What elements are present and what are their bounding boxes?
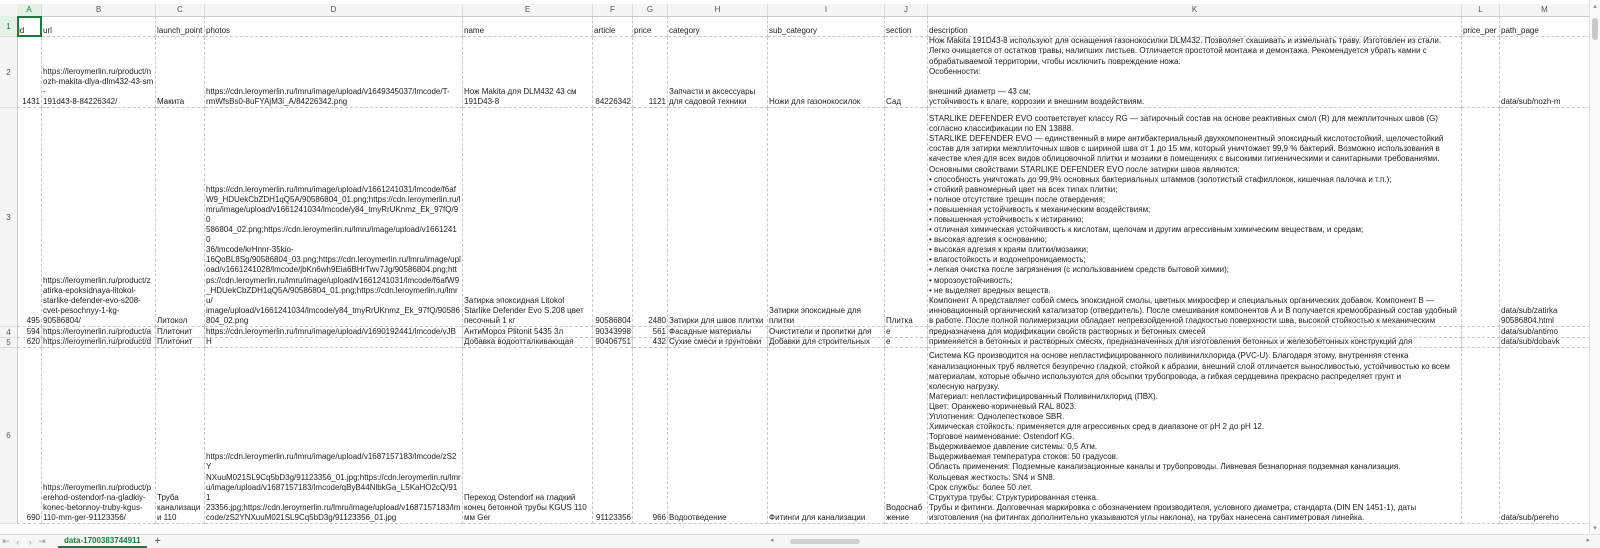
header-cell-e1[interactable]: name [463, 16, 593, 37]
cell-k3[interactable]: STARLIKE DEFENDER EVO соответствует классу RG — затирочный состав на основе реактивных смол (R) для межплиточных швов (G) согласно классификации по EN 13888. STARLIKE DEFENDER EVO — единственный в мире антибактериальный двухкомпонентный эпоксидный кислотостойкий, щелочестойкий состав для затирки межплиточных швов с шириной шва от 1 до 15 мм, который уничтожает 99,9 % бактерий. Возможно использования в качестве клея для всех видов облицовочной плитки и мозаики в помещениях с высокими гигиеническими и санитарными требованиями. Основными свойствами STARLIKE DEFENDER EVO после затирки швов являются: • способность уничтожать до 99,9% основных бактериальных штаммов (золотистый стафиллокок, кишечная палочка и т.п.); • стойкий равномерный цвет на всех типах плитки; • полное отсутствие трещин после отвердения; • повышенная устойчивость к механическим воздействиям; • повышенная устойчивость к истиранию; • отличная химическая устойчивость к кислотам, щелочам и другим агрессивным химическим веществам, и средам; • высокая адгезия к основанию; • высокая адгезия к краям плитки/мозаики; • влагостойкость и водонепроницаемость; • легкая очистка после загрязнения (с использованием средств бытовой химии); • морозоустойчивость; • не выделяет вредных веществ. Компонент А представляет собой смесь эпоксидной смолы, цветных микросфер и специальных органических добавок. Компонент В — инновационный органический катализатор (отвердитель). После смешивания компонентов А и В получается кремообразный состав удобный в работе. После полной полимеризации обладает непревзойденной гладкостью поверхности шва, высокой стойкостью к механическим [928, 108, 1462, 327]
cell-m6[interactable]: data/sub/pereho [1500, 348, 1590, 524]
cell-c3[interactable]: Литокол [156, 108, 205, 327]
cell-j4[interactable]: е [885, 327, 928, 338]
header-cell-b1[interactable]: url [42, 16, 156, 37]
horizontal-scroll-thumb[interactable] [790, 539, 860, 544]
cell-d5[interactable]: H [205, 338, 463, 348]
horizontal-scrollbar[interactable] [770, 538, 1590, 545]
scroll-left-icon[interactable]: ◂ [770, 537, 774, 544]
cell-a3[interactable]: 495 [17, 108, 42, 327]
row-header-5[interactable]: 5 [0, 338, 18, 348]
cell-a2[interactable]: 1431 [17, 37, 42, 108]
scroll-right-icon[interactable]: ▸ [1586, 537, 1590, 544]
header-cell-a1[interactable]: id [17, 16, 42, 37]
cell-b3[interactable]: https://leroymerlin.ru/product/z atirka-epoksidnaya-litokol- starlike-defender-evo-s208- cvet-pesochnyy-1-kg- 90586804/ [42, 108, 156, 327]
row-header-2[interactable]: 2 [0, 37, 18, 108]
header-cell-h1[interactable]: category [668, 16, 768, 37]
cell-g3[interactable]: 2480 [633, 108, 668, 327]
cell-d6[interactable]: https://cdn.leroymerlin.ru/lmru/image/upload/v1687157183/lmcode/zS2Y NXuuM021SL9Cq5bD3g/91123356_01.jpg;https://cdn.leroymerlin.ru/lmr u/image/upload/v1687157183/lmcode/qByB44NlbkGa_L5KaHO2cQ/911 23356.jpg;https://cdn.leroymerlin.ru/lmru/image/upload/v1687157183/lm code/zS2YNXuuM021SL9Cq5bD3g/91123356_01.jpg [205, 348, 463, 524]
cell-j5[interactable]: е [885, 338, 928, 348]
row-header-1[interactable]: 1 [0, 16, 18, 37]
cell-k6[interactable]: Система KG производится на основе непластифицированного поливинилхлорида (PVC-U). Благодаря этому, внутренняя стенка канализационных труб является безупречно гладкой, стойкой к абразии, внешний слой отличается выносливостью, устойчивостью ко всем материалам, которые обычно используются для обсыпки трубопровода, а гибкая сердцевина прекрасно распределяет грунт и колесную нагрузку. Материал: непластифицированный Поливинилхлорид (ПВХ). Цвет: Оранжево-коричневый RAL 8023. Уплотнения: Однолепестковое SBR. Химическая стойкость: применяется для агрессивных сред в диапазоне от pH 2 до pH 12. Торговое наименование: Ostendorf KG. Выдерживаемое давление системы: 0,5 Атм. Выдерживаемая температура стоков: 50 градусов. Область применения: Подземные канализационные каналы и трубопроводы. Ливневая безнапорная подземная канализация. Кольцевая жесткость: SN4 и SN8. Срок службы: более 50 лет. Структура трубы: Структурированная стенка. Трубы и фитинги. Долговечная маркировка с обозначением производителя, условного диаметра, стандарта (DIN EN 1451-1), даты изготовления (на фитингах дополнительно указываются углы наклона), на трубах нанесена сантиметровая линейка. [928, 348, 1462, 524]
header-cell-c1[interactable]: launch_point [156, 16, 205, 37]
cell-g2[interactable]: 1121 [633, 37, 668, 108]
header-cell-l1[interactable]: price_per [1462, 16, 1500, 37]
cell-m4[interactable]: data/sub/antimo [1500, 327, 1590, 338]
header-cell-i1[interactable]: sub_category [768, 16, 885, 37]
header-cell-g1[interactable]: price [633, 16, 668, 37]
cell-j2[interactable]: Сад [885, 37, 928, 108]
cell-c2[interactable]: Макита [156, 37, 205, 108]
scroll-up-icon[interactable]: ▴ [1593, 3, 1597, 10]
column-header-c[interactable]: C [156, 4, 205, 17]
add-sheet-icon[interactable]: + [154, 535, 161, 547]
prev-sheet-icon[interactable]: ‹ [16, 536, 20, 547]
column-header-a[interactable]: A [17, 4, 42, 18]
column-header-l[interactable]: L [1462, 4, 1500, 17]
cell-i4[interactable]: Очистители и пропитки для [768, 327, 885, 338]
row-header-6[interactable]: 6 [0, 348, 18, 524]
header-cell-f1[interactable]: article [593, 16, 633, 37]
cell-j6[interactable]: Водоснаб жение [885, 348, 928, 524]
cell-e2[interactable]: Нож Makita для DLM432 43 см 191D43-8 [463, 37, 593, 108]
row-header-3[interactable]: 3 [0, 108, 18, 327]
header-cell-d1[interactable]: photos [205, 16, 463, 37]
column-header-e[interactable]: E [463, 4, 593, 17]
column-header-b[interactable]: B [42, 4, 156, 17]
cell-f5[interactable]: 90406751 [593, 338, 633, 348]
cell-b6[interactable]: https://leroymerlin.ru/product/p erehod-ostendorf-na-gladkiy- konec-betonnoy-truby-kgus- 110-mm-ger-91123356/ [42, 348, 156, 524]
column-header-m[interactable]: M [1500, 4, 1590, 17]
header-cell-k1[interactable]: description [928, 16, 1462, 37]
header-cell-m1[interactable]: path_page [1500, 16, 1590, 37]
cell-c5[interactable]: Плитонит [156, 338, 205, 348]
column-header-j[interactable]: J [885, 4, 928, 17]
scroll-down-icon[interactable]: ▾ [1593, 525, 1597, 532]
next-sheet-icon[interactable]: › [28, 536, 32, 547]
column-header-k[interactable]: K [928, 4, 1462, 17]
row-header-4[interactable]: 4 [0, 327, 18, 338]
cell-i5[interactable]: Добавки для строительных [768, 338, 885, 348]
cell-l4[interactable] [1462, 327, 1500, 338]
cell-d3[interactable]: https://cdn.leroymerlin.ru/lmru/image/upload/v1661241031/lmcode/f6af W9_HDUekCbZDH1qQ5A/90586804_01.png;https://cdn.leroymerlin.ru/l mru/image/upload/v1661241034/lmcode/y84_tmyRrUKnmz_Ek_97fQ/90 586804_02.png;https://cdn.leroymerlin.ru/lmru/image/upload/v16612410 36/lmcode/krHnnr-35kio- 16QoBL8Sg/90586804_03.png;https://cdn.leroymerlin.ru/lmru/image/upl oad/v1661241028/lmcode/jbKn6wh9Eia6BHrTwv7Jg/90586804.png;htt ps://cdn.leroymerlin.ru/lmru/image/upload/v1661241031/lmcode/f6afW9 _HDUekCbZDH1qQ5A/90586804_01.png;https://cdn.leroymerlin.ru/lmru/ image/upload/v1661241034/lmcode/y84_tmyRrUKnmz_Ek_97fQ/90586 804_02.png [205, 108, 463, 327]
column-header-g[interactable]: G [633, 4, 668, 17]
cell-g6[interactable]: 966 [633, 348, 668, 524]
cell-k4[interactable]: предназначена для модификации свойств растворных и бетонных смесей [928, 327, 1462, 338]
cell-c6[interactable]: Труба канализаци и 110 [156, 348, 205, 524]
cell-a6[interactable]: 690 [17, 348, 42, 524]
cell-f6[interactable]: 91123356 [593, 348, 633, 524]
cell-b4[interactable]: https://leroymerlin.ru/product/a [42, 327, 156, 338]
cell-f2[interactable]: 84226342 [593, 37, 633, 108]
cell-l6[interactable] [1462, 348, 1500, 524]
cell-i3[interactable]: Затирки эпоксидные для плитки [768, 108, 885, 327]
sheet-tab[interactable]: data-1700383744911 [58, 535, 147, 548]
cell-a5[interactable]: 620 [17, 338, 42, 348]
first-sheet-icon[interactable]: ⇤ [2, 536, 10, 546]
cell-m2[interactable]: data/sub/nozh-m [1500, 37, 1590, 108]
cell-m3[interactable]: data/sub/zatirka 90586804.html [1500, 108, 1590, 327]
cell-h2[interactable]: Запчасти и аксессуары для садовой техники [668, 37, 768, 108]
cell-f3[interactable]: 90586804 [593, 108, 633, 327]
cell-d2[interactable]: https://cdn.leroymerlin.ru/lmru/image/upload/v1649345037/lmcode/T- rmWfsBs0-8uFYAjM3i_A/84226342.png [205, 37, 463, 108]
cell-e3[interactable]: Затирка эпоксидная Litokol Starlike Defender Evo S.208 цвет песочный 1 кг [463, 108, 593, 327]
sheet-tab-bar [0, 534, 1600, 548]
cell-h6[interactable]: Водоотведение [668, 348, 768, 524]
column-header-h[interactable]: H [668, 4, 768, 17]
cell-i6[interactable]: Фитинги для канализации [768, 348, 885, 524]
cell-m5[interactable]: data/sub/dobavk [1500, 338, 1590, 348]
cell-e4[interactable]: АнтиМороз Plitonit 5435 3л [463, 327, 593, 338]
cell-l2[interactable] [1462, 37, 1500, 108]
cell-a4[interactable]: 594 [17, 327, 42, 338]
cell-l5[interactable] [1462, 338, 1500, 348]
column-header-f[interactable]: F [593, 4, 633, 17]
cell-k5[interactable]: применяется в бетонных и растворных смесях, предназначенных для изготовления бетонных и железобетонных конструкций для [928, 338, 1462, 348]
cell-e6[interactable]: Переход Ostendorf на гладкий конец бетонной трубы KGUS 110 мм Ger [463, 348, 593, 524]
cell-h3[interactable]: Затирки для швов плитки [668, 108, 768, 327]
cell-h4[interactable]: Фасадные материалы [668, 327, 768, 338]
cell-b5[interactable]: https://leroymerlin.ru/product/d [42, 338, 156, 348]
column-header-d[interactable]: D [205, 4, 463, 17]
cell-f4[interactable]: 90343998 [593, 327, 633, 338]
cell-h5[interactable]: Сухие смеси и грунтовки [668, 338, 768, 348]
cell-i2[interactable]: Ножи для газонокосилок [768, 37, 885, 108]
header-cell-j1[interactable]: section [885, 16, 928, 37]
cell-j3[interactable]: Плитка [885, 108, 928, 327]
cell-g5[interactable]: 432 [633, 338, 668, 348]
cell-e5[interactable]: Добавка водоотталкивающая [463, 338, 593, 348]
column-header-i[interactable]: I [768, 4, 885, 17]
cell-g4[interactable]: 561 [633, 327, 668, 338]
vertical-scroll-thumb[interactable] [1592, 18, 1598, 40]
last-sheet-icon[interactable]: ⇥ [38, 536, 46, 546]
cell-c4[interactable]: Плитонит [156, 327, 205, 338]
cell-b2[interactable]: https://leroymerlin.ru/product/n ozh-makita-dlya-dlm432-43-sm- 191d43-8-84226342/ [42, 37, 156, 108]
cell-k2[interactable]: Нож Makita 191D43-8 используют для оснащения газонокосилки DLM432. Позволяет скашивать и измельчать траву. Изготовлен из стали. Легко очищается от остатков травы, налипших листьев. Отличается простотой монтажа и демонтажа. Рекомендуется убрать камни с обрабатываемой территории, чтобы исключить повреждение ножа. Особенности: внешний диаметр — 43 см; устойчивость к влаге, коррозии и внешним воздействиям. [928, 37, 1462, 108]
cell-d4[interactable]: https://cdn.leroymerlin.ru/lmru/image/upload/v1690192441/lmcode/vJB [205, 327, 463, 338]
cell-l3[interactable] [1462, 108, 1500, 327]
vertical-scrollbar[interactable] [1589, 0, 1600, 534]
